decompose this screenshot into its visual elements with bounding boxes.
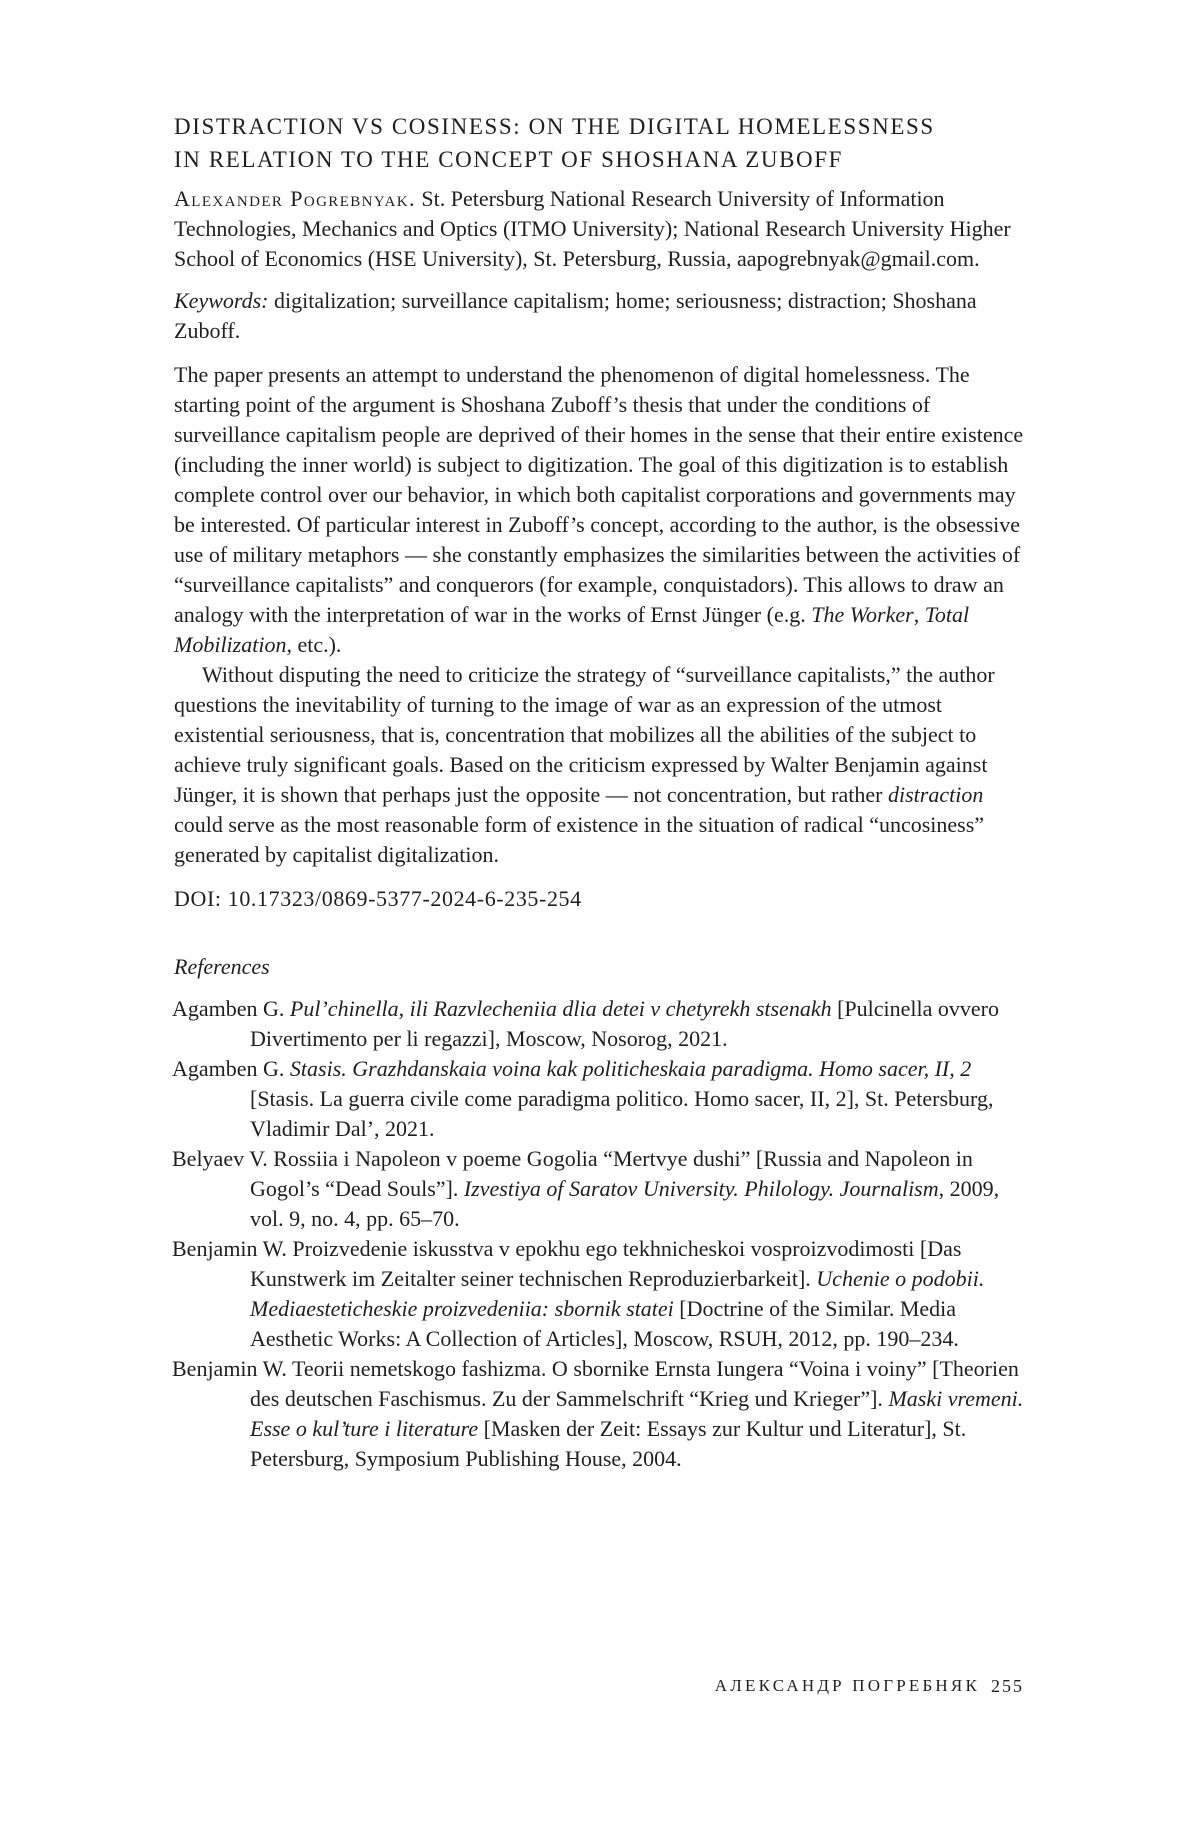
abstract-p2-text-end: could serve as the most reasonable form of existence in the situation of radical “uncosiness” generated by capitalist digitalization. xyxy=(174,812,985,867)
reference-journal: Izvestiya of Saratov University. Philology. Journalism xyxy=(463,1176,939,1201)
keywords-label: Keywords: xyxy=(174,288,269,313)
reference-details: , 2009, vol. 9, no. 4, pp. 65–70. xyxy=(250,1176,1000,1231)
references-list xyxy=(174,994,1034,1474)
article-page xyxy=(174,110,1034,1474)
reference-text: Belyaev V. Rossiia i Napoleon v poeme Gogolia “Mertvye dushi” [Russia and Napoleon in Gogol’s “Dead Souls”]. xyxy=(172,1146,973,1201)
author-affiliation: St. Petersburg National Research University of Information Technologies, Mechanics and Optics (ITMO University); National Research University Higher School of Economics (HSE University), St. Petersburg, Russia, aapogrebnyak@gmail.com. xyxy=(174,186,1011,271)
reference-details: [Masken der Zeit: Essays zur Kultur und Literatur], St. Petersburg, Symposium Publishing House, 2004. xyxy=(250,1416,967,1471)
references-heading: References xyxy=(174,954,270,979)
title-line-1: DISTRACTION VS COSINESS: ON THE DIGITAL HOMELESSNESS xyxy=(174,114,935,139)
page-number: 255 xyxy=(991,1676,1024,1696)
title-line-2: IN RELATION TO THE CONCEPT OF SHOSHANA ZUBOFF xyxy=(174,147,844,172)
abstract-paragraph-1 xyxy=(174,360,1034,660)
reference-item xyxy=(172,1354,1034,1474)
reference-item xyxy=(172,1144,1034,1234)
article-title xyxy=(174,110,1034,176)
reference-details: [Pulcinella ovvero Divertimento per li regazzi], Moscow, Nosorog, 2021. xyxy=(250,996,999,1051)
keywords xyxy=(174,286,1034,346)
abstract-p1-work1: The Worker xyxy=(811,602,914,627)
reference-item xyxy=(172,1234,1034,1354)
abstract-p2-text: Without disputing the need to criticize the strategy of “surveillance capitalists,” the author questions the inevitability of turning to the image of war as an expression of the utmost existential seriousness, that is, concentration that mobilizes all the abilities of the subject to achieve truly significant goals. Based on the criticism expressed by Walter Benjamin against Jünger, it is shown that perhaps just the opposite — not concentration, but rather xyxy=(174,662,995,807)
abstract-p1-work2: Total Mobilization xyxy=(174,602,970,657)
reference-author: Agamben G. xyxy=(172,1056,285,1081)
reference-author: Agamben G. xyxy=(172,996,285,1021)
reference-title: Maski vremeni. Esse o kul’ture i literature xyxy=(250,1386,1024,1441)
reference-item xyxy=(172,1054,1034,1144)
abstract-paragraph-2 xyxy=(174,660,1034,870)
reference-text: Benjamin W. Teorii nemetskogo fashizma. O sbornike Ernsta Iungera “Voina i voiny” [Theorien des deutschen Faschismus. Zu der Sammelschrift “Krieg und Krieger”]. xyxy=(172,1356,1019,1411)
abstract-p1-end: , etc.). xyxy=(286,632,342,657)
reference-title: Stasis. Grazhdanskaia voina kak politicheskaia paradigma. Homo sacer, II, 2 xyxy=(289,1056,972,1081)
page-footer xyxy=(0,1676,1200,1706)
reference-details: [Doctrine of the Similar. Media Aesthetic Works: A Collection of Articles], Moscow, RSUH, 2012, pp. 190–234. xyxy=(250,1296,959,1351)
author-block xyxy=(174,184,1034,274)
abstract xyxy=(174,360,1034,870)
reference-item xyxy=(172,994,1034,1054)
author-name: Alexander Pogrebnyak. xyxy=(174,186,416,211)
reference-title: Uchenie o podobii. Mediaesteticheskie proizvedeniia: sbornik statei xyxy=(250,1266,985,1321)
abstract-p2-emphasis: distraction xyxy=(887,782,984,807)
keywords-list: digitalization; surveillance capitalism; home; seriousness; distraction; Shoshana Zuboff. xyxy=(174,288,977,343)
reference-details: [Stasis. La guerra civile come paradigma politico. Homo sacer, II, 2], St. Petersburg, Vladimir Dal’, 2021. xyxy=(250,1086,994,1141)
running-footer-author: АЛЕКСАНДР ПОГРЕБНЯК xyxy=(714,1676,980,1695)
reference-title: Pul’chinella, ili Razvlecheniia dlia detei v chetyrekh stsenakh xyxy=(289,996,832,1021)
abstract-p1-text: The paper presents an attempt to understand the phenomenon of digital homelessness. The starting point of the argument is Shoshana Zuboff’s thesis that under the conditions of surveillance capitalism people are deprived of their homes in the sense that their entire existence (including the inner world) is subject to digitization. The goal of this digitization is to establish complete control over our behavior, in which both capitalist corporations and governments may be interested. Of particular interest in Zuboff’s concept, according to the author, is the obsessive use of military metaphors — she constantly emphasizes the similarities between the activities of “surveillance capitalists” and conquerors (for example, conquistadors). This allows to draw an analogy with the interpretation of war in the works of Ernst Jünger (e.g. xyxy=(174,362,1024,627)
reference-text: Benjamin W. Proizvedenie iskusstva v epokhu ego tekhnicheskoi vosproizvodimosti [Das Kunstwerk im Zeitalter seiner technischen Reproduzierbarkeit]. xyxy=(172,1236,962,1291)
doi: DOI: 10.17323/0869-5377-2024-6-235-254 xyxy=(174,886,582,911)
abstract-p1-sep: , xyxy=(913,602,920,627)
